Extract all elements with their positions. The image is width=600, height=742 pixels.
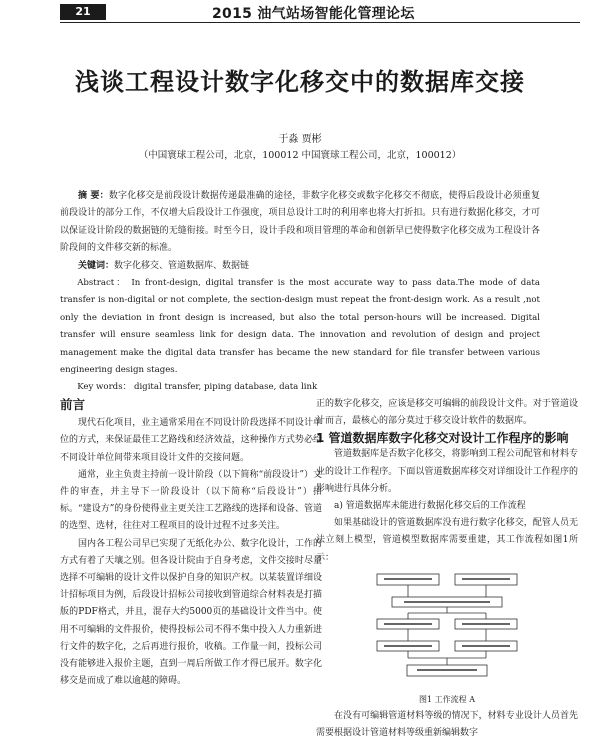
right-column [316,396,578,742]
section-heading-preface: 前言 [60,397,86,412]
keywords-cn-text: 数字化移交、管道数据库、数据链 [114,260,250,271]
paragraph: 如果基础设计的管道数据库没有进行数字化移交，配管人员无法立刻上模型，管道模型数据库需要重建，其工作流程如图1所示： [316,518,578,563]
paragraph: 在没有可编辑管道材料等级的情况下，材料专业设计人员首先需要根据设计管道材料等级重新编辑数字 [316,711,578,739]
abstract-en-label: Abstract： [77,278,127,289]
paragraph-continued: 正的数字化移交，应该是移交可编辑的前段设计文件。对于管道设计而言，最核心的部分莫过于移交设计软件的数据库。 [316,399,578,427]
abstract-block [60,188,540,397]
section-heading-1: 1 管道数据库数字化移交对设计工作程序的影响 [316,431,569,446]
journal-title: 2015 油气站场智能化管理论坛 [212,6,415,22]
paragraph: 现代石化项目，业主通常采用在不同设计阶段选择不同设计单位的方式，来保证最佳工艺路线和经济效益，这种操作方式势必给不同设计单位间带来项目设计文件的交接问题。 [60,418,322,463]
paper-title: 浅谈工程设计数字化移交中的数据库交接 [75,68,525,96]
abstract-en-text: In front-design, digital transfer is the most accurate way to pass data.The mode of data transfer is non-digital or not complete, the section-design must repeat the front-design work. As a result ,not only the deviation in front design is increased, but also the total person-hours will be increased. Digital transfer will ensure seamless link for design data. The innovation and revolution of design and project management make the digital data transfer has became the new standard for file transfer between various engineering design stages. [60,278,540,376]
abstract-cn-text: 数字化移交是前段设计数据传递最准确的途径，非数字化移交或数字化移交不彻底，使得后段设计必须重复前段设计的部分工作，不仅增大后段设计工作强度，项目总设计工时的利用率也将大打折扣。只有进行数据化移交，才可以保证设计阶段的数据链的无缝衔接。时至今日，设计手段和项目管理的革命和创新早已使得数字化移交成为工程设计各阶段间的文件移交新的标准。 [60,191,540,254]
paragraph: a) 管道数据库未能进行数据化移交后的工作流程 [334,501,526,512]
header-rule [60,22,580,23]
page-header [0,0,600,24]
keywords-en-text: digital transfer, piping database, data link [133,382,318,393]
keywords-en-label: Key words： [77,382,132,393]
flowchart-figure [372,571,522,689]
abstract-cn-label: 摘 要： [78,191,109,201]
paragraph: 管道数据库是否数字化移交，将影响到工程公司配管和材料专业的设计工作程序。下面以管道数据库移交对详细设计工作程序的影响进行具体分析。 [316,449,578,494]
abstract-cn [60,188,540,258]
figure-caption: 图1 工作流程 A [419,694,475,704]
abstract-en [60,275,540,379]
page-number: 21 [60,4,106,20]
left-column [60,396,322,690]
keywords-cn [60,258,540,275]
authors: 于淼 贾彬 [278,134,322,145]
paragraph: 通常，业主负责主持前一设计阶段（以下简称“前段设计”）文件的审查，并主导下一阶段设计（以下简称“后段设计”）招标。“建设方”的身份使得业主更关注工艺路线的选择和设备、管道的选型、选材，往往对工程项目的设计过程不过多关注。 [60,469,322,532]
paragraph: 国内各工程公司早已实现了无纸化办公、数字化设计，工作的方式有着了天壤之别。但各设计院由于自身考虑，文件交接时尽量选择不可编辑的设计文件以保护自身的知识产权。以某装置详细设计招标项目为例，后段设计招标公司接收到管道综合材料表是打描版的PDF格式，并且，混存大约5000页的基础设计文件当中。使用不可编辑的文件报价，使得投标公司不得不集中投入人力重新进行文件的数字化，之后再进行报价，收稿。工作量一间，投标公司没有能够进入报价主题，直到一周后所做工作才得已展开。数字化移交是而成了难以逾越的障碍。 [60,538,322,687]
keywords-en [60,379,540,396]
affiliation: （中国寰球工程公司，北京，100012 中国寰球工程公司，北京，100012） [138,150,462,161]
keywords-cn-label: 关键词： [78,260,115,271]
